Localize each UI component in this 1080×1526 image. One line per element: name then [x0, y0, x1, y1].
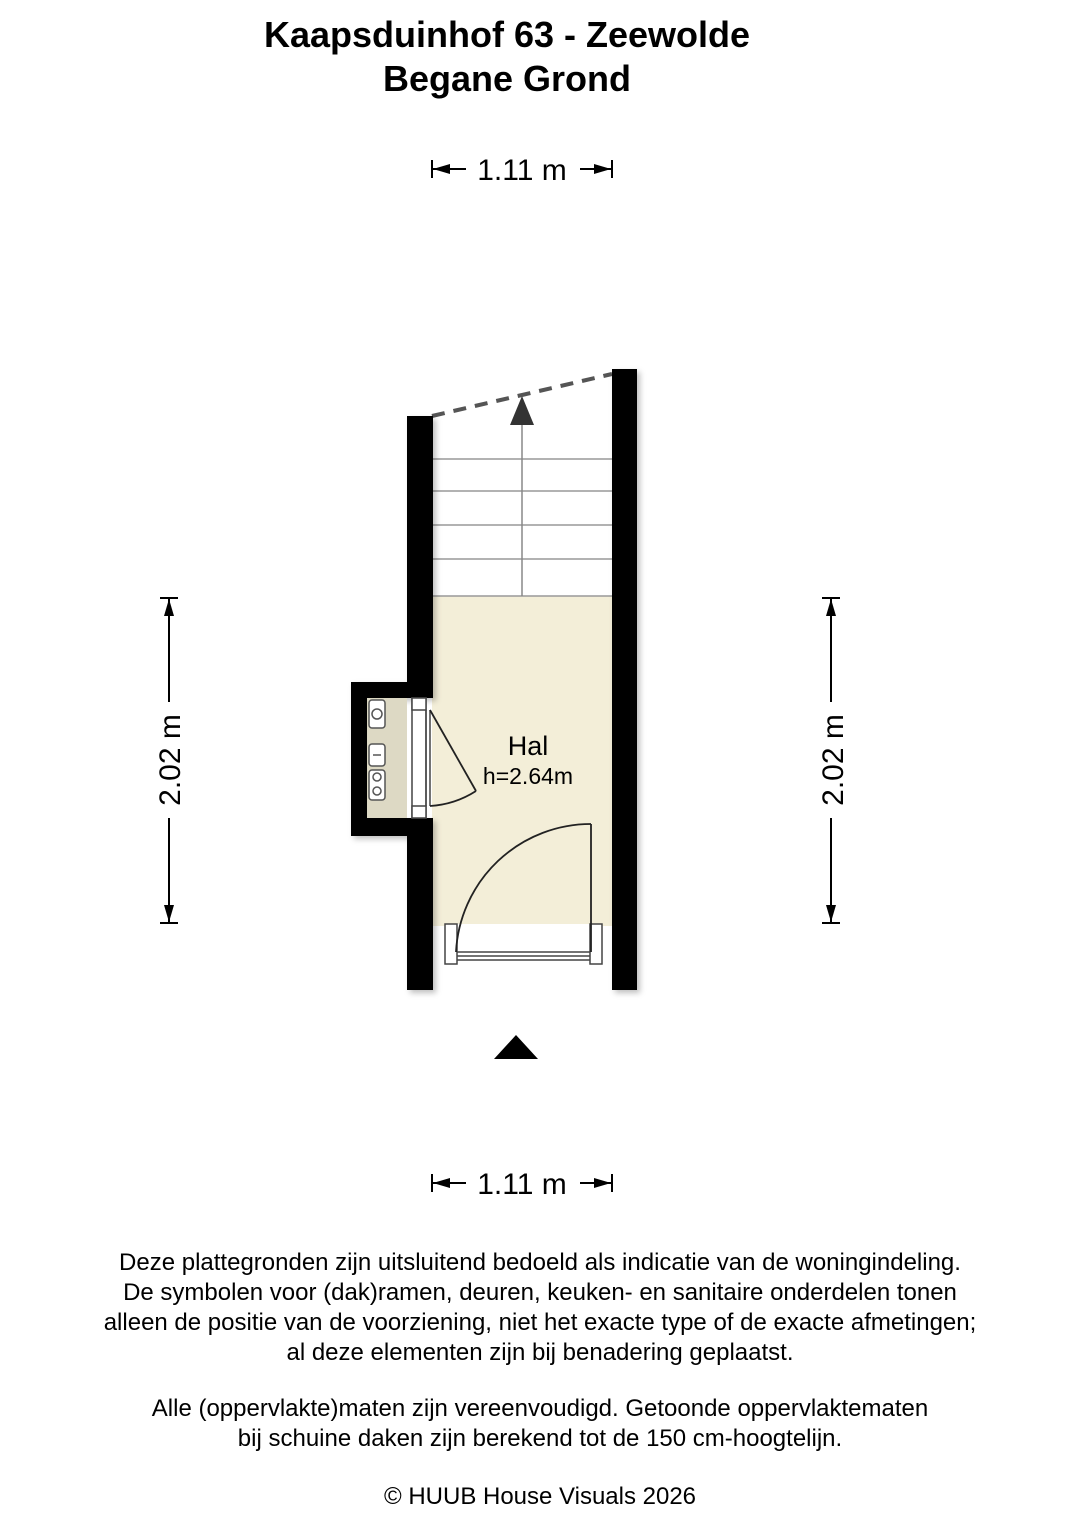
disclaimer-line: alleen de positie van de voorziening, niet het exacte type of de exacte afmetingen;	[103, 1309, 977, 1336]
arrowhead-icon	[826, 905, 836, 922]
page-title: Kaapsduinhof 63 - Zeewolde	[263, 14, 751, 55]
disclaimer-block-1	[40, 1248, 1040, 1368]
arrowhead-icon	[433, 164, 450, 174]
dimension-label-left: 2.02 m	[154, 714, 187, 806]
room-name: Hal	[507, 731, 549, 761]
wall-right	[612, 369, 637, 990]
disclaimer-block-2	[40, 1394, 1040, 1454]
wall-left-lower	[407, 818, 433, 990]
disclaimer-line: Alle (oppervlakte)maten zijn vereenvoudigd. Getoonde oppervlaktematen	[151, 1395, 929, 1422]
alcove-wall-bottom	[351, 818, 433, 836]
dimension-label-bottom: 1.11 m	[477, 1168, 567, 1201]
arrowhead-icon	[433, 1178, 450, 1188]
staircase	[432, 374, 612, 596]
dimension-label-right: 2.02 m	[817, 714, 850, 806]
meter-cupboard	[367, 698, 407, 818]
copyright-notice: © HUUB House Visuals 2026	[383, 1483, 697, 1510]
disclaimer-line: Deze plattegronden zijn uitsluitend bedoeld als indicatie van de woningindeling.	[119, 1249, 961, 1276]
disclaimer-line: al deze elementen zijn bij benadering geplaatst.	[286, 1339, 794, 1366]
dimension-bottom	[432, 1168, 612, 1201]
room-height: h=2.64m	[482, 763, 574, 789]
arrowhead-icon	[164, 599, 174, 616]
wall-left-upper	[407, 416, 433, 684]
arrowhead-icon	[594, 1178, 611, 1188]
disclaimer-line: De symbolen voor (dak)ramen, deuren, keuken- en sanitaire onderdelen tonen	[123, 1279, 957, 1306]
floor-subtitle: Begane Grond	[382, 58, 632, 99]
arrowhead-icon	[164, 905, 174, 922]
dimension-top	[432, 154, 612, 187]
alcove-wall-left	[351, 682, 367, 836]
dimension-label-top: 1.11 m	[477, 154, 567, 187]
dimension-left	[154, 598, 187, 923]
entrance-arrow-icon	[494, 1035, 538, 1059]
disclaimer-line: bij schuine daken zijn berekend tot de 150 cm-hoogtelijn.	[237, 1425, 843, 1452]
arrowhead-icon	[826, 599, 836, 616]
dimension-right	[817, 598, 850, 923]
arrowhead-icon	[594, 164, 611, 174]
